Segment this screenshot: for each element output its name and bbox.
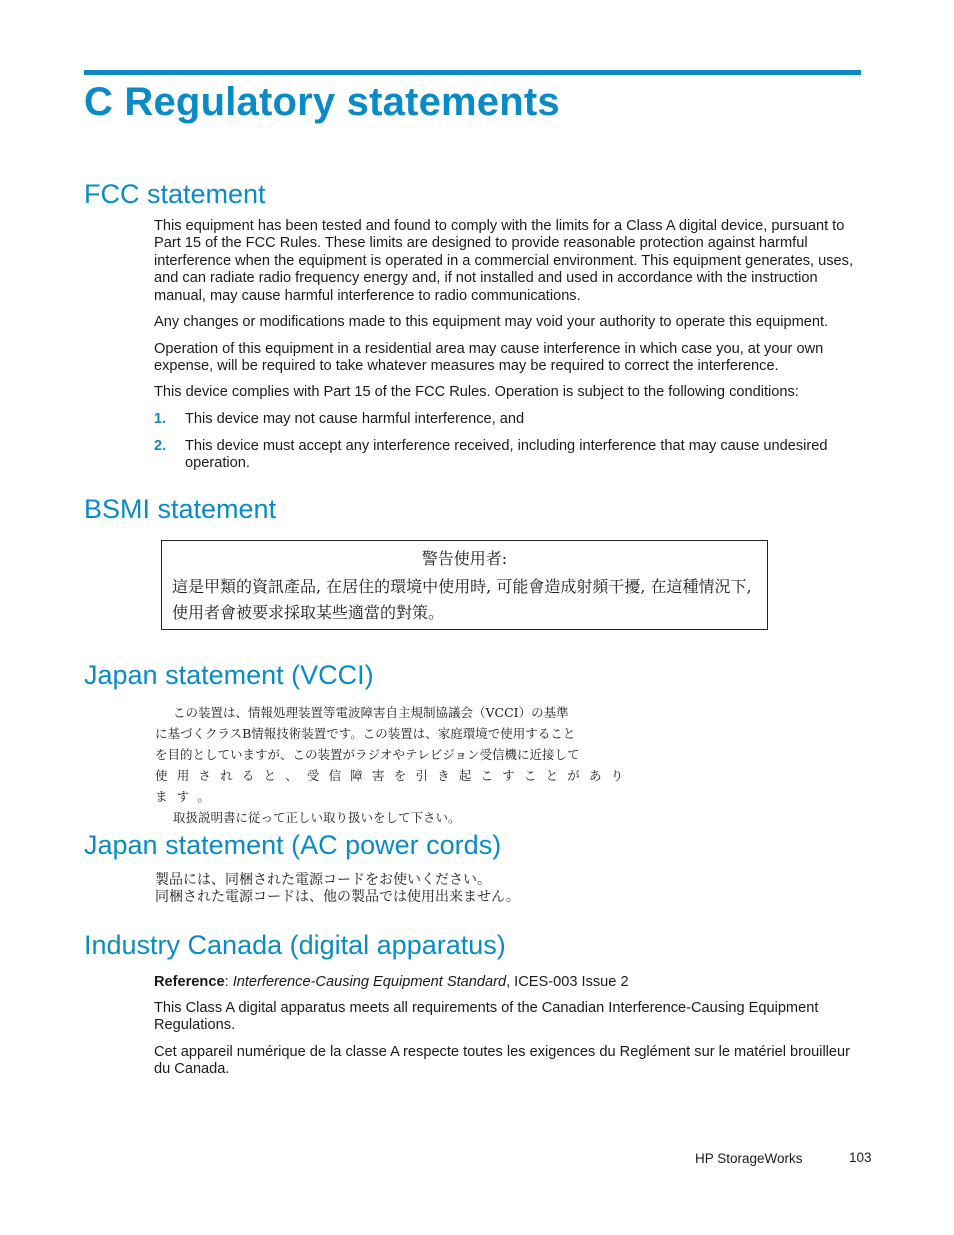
- bsmi-notice-box: [161, 540, 768, 630]
- canada-reference: [154, 974, 862, 991]
- ac-cords-heading: Japan statement (AC power cords): [84, 830, 502, 860]
- footer-brand: HP StorageWorks: [695, 1151, 803, 1166]
- list-text: This device must accept any interference received, including interference that may cause undesired operation.: [185, 438, 828, 472]
- vcci-line: 使用されると、受信障害を引き起こすことがあります。: [155, 768, 633, 804]
- fcc-paragraph-2: Any changes or modifications made to this equipment may void your authority to operate this equipment.: [154, 314, 829, 330]
- bsmi-heading: BSMI statement: [84, 494, 277, 524]
- vcci-line: に基づくクラスB情報技術装置です。この装置は、家庭環境で使用すること: [155, 726, 576, 741]
- vcci-line: 取扱説明書に従って正しい取り扱いをして下さい。: [173, 810, 461, 825]
- fcc-paragraph-1: This equipment has been tested and found to comply with the limits for a Class A digital device, pursuant to Part 15 of the FCC Rules. These limits are designed to provide reasonable protection against harmful interference when the equipment is operated in a commercial environment. This equipment generates, uses, and can radiate radio frequency energy and, if not installed and used in accordance with the instruction manual, may cause harmful interference to radio communications.: [154, 218, 853, 304]
- fcc-paragraph-3: Operation of this equipment in a residential area may cause interference in which case you, at your own expense, will be required to take whatever measures may be required to correct the interference.: [154, 341, 824, 375]
- title-rule: [84, 70, 861, 75]
- reference-title: Interference-Causing Equipment Standard: [232, 974, 507, 990]
- fcc-heading: FCC statement: [84, 179, 266, 209]
- reference-separator: :: [224, 974, 233, 990]
- list-number: 1.: [154, 411, 167, 427]
- reference-label: Reference: [154, 974, 225, 990]
- vcci-line: を目的としていますが、この装置がラジオやテレビジョン受信機に近接して: [155, 747, 580, 762]
- reference-rest: , ICES-003 Issue 2: [506, 974, 629, 990]
- fcc-paragraph-4: This device complies with Part 15 of the FCC Rules. Operation is subject to the following conditions:: [154, 384, 799, 400]
- list-number: 2.: [154, 438, 167, 454]
- chapter-title: C Regulatory statements: [84, 80, 560, 124]
- vcci-line: この装置は、情報処理装置等電波障害自主規制協議会（VCCI）の基準: [173, 705, 569, 720]
- vcci-text: [155, 702, 645, 828]
- canada-paragraph-fr: Cet appareil numérique de la classe A respecte toutes les exigences du Reglément sur le matériel brouilleur du Canada.: [154, 1044, 851, 1078]
- list-text: This device may not cause harmful interference, and: [185, 411, 525, 427]
- canada-heading: Industry Canada (digital apparatus): [84, 930, 506, 960]
- bsmi-box-text: 這是甲類的資訊產品, 在居住的環境中使用時, 可能會造成射頻干擾, 在這種情況下, 使用者會被要求採取某些適當的對策。: [172, 577, 752, 622]
- ac-cords-text: [155, 872, 755, 906]
- canada-paragraph-en: This Class A digital apparatus meets all requirements of the Canadian Interference-Causing Equipment Regulations.: [154, 1000, 819, 1034]
- page-number: 103: [849, 1150, 872, 1165]
- bsmi-box-title: 警告使用者:: [421, 549, 508, 568]
- ac-cords-line: 同梱された電源コードは、他の製品では使用出来ません。: [155, 889, 520, 905]
- vcci-heading: Japan statement (VCCI): [84, 660, 374, 690]
- ac-cords-line: 製品には、同梱された電源コードをお使いください。: [155, 872, 491, 888]
